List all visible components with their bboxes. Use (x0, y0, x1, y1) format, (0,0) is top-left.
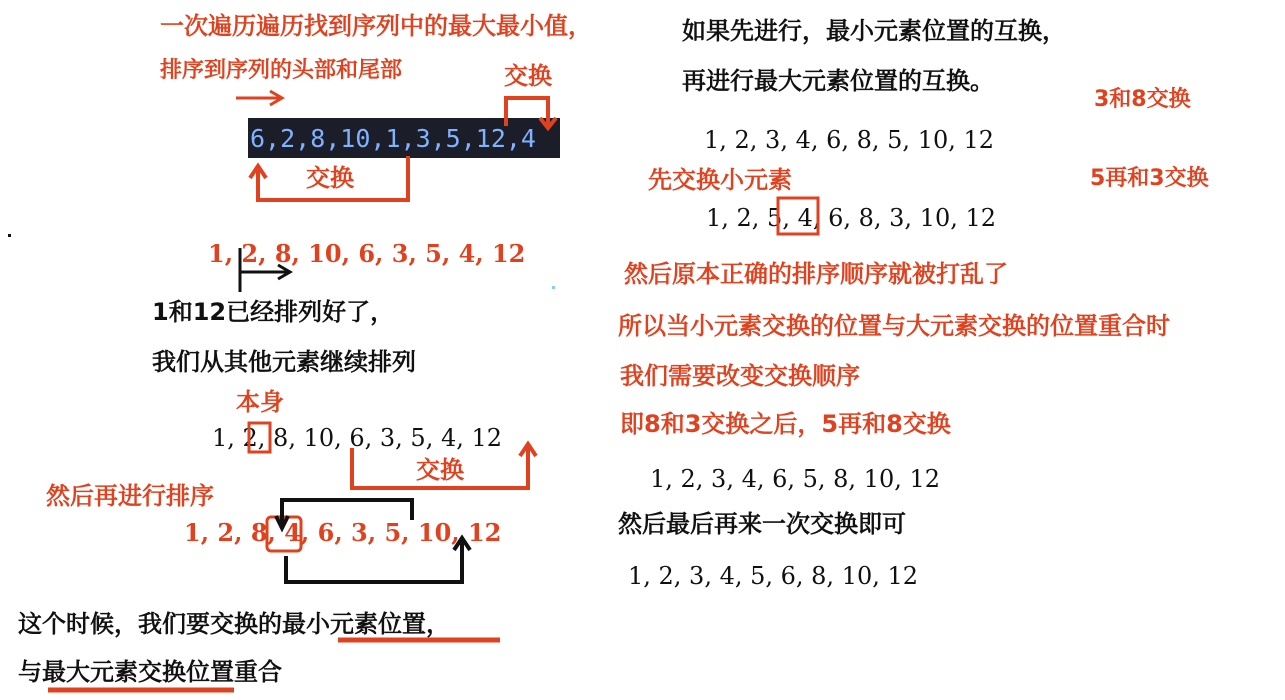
self-label: 本身 (236, 388, 284, 416)
intro-line-1: 如果先进行，最小元素位置的互换， (682, 17, 1066, 45)
highlight-box-5 (778, 198, 818, 234)
note-line-1: 1和12已经排列好了， (152, 298, 395, 326)
swap-bracket-bottom (250, 156, 408, 200)
black-swap-bracket (276, 500, 470, 582)
intro-line-2: 再进行最大元素位置的互换。 (682, 67, 994, 95)
then-sort-label: 然后再进行排序 (46, 482, 214, 510)
black-right-arrow-icon (240, 248, 290, 292)
title-line-1: 一次遍历遍历找到序列中的最大最小值， (160, 12, 592, 40)
bottom-line-2: 与最大元素交换位置重合 (18, 658, 282, 686)
swap-label-bottom: 交换 (306, 164, 354, 192)
sequence-b: 1, 2, 5, 4, 6, 8, 3, 10, 12 (706, 204, 997, 232)
sequence-final: 1, 2, 3, 4, 5, 6, 8, 10, 12 (628, 562, 919, 590)
highlight-box-2 (249, 423, 270, 452)
note-line-2: 我们从其他元素继续排列 (152, 348, 416, 376)
sequence-second: 1, 2, 8, 10, 6, 3, 5, 4, 12 (212, 424, 503, 452)
swap-bracket-middle (352, 444, 536, 488)
code-sequence: 6,2,8,10,1,3,5,12,4 (250, 124, 536, 153)
bottom-line-1: 这个时候，我们要交换的最小元素位置， (18, 610, 450, 638)
stray-dot (8, 234, 11, 237)
note-5-and-3: 5再和3交换 (1090, 166, 1209, 191)
stray-dot-cyan (552, 286, 555, 289)
final-note: 然后最后再来一次交换即可 (618, 510, 906, 538)
title-line-2: 排序到序列的头部和尾部 (160, 58, 403, 83)
explain-line-4: 即8和3交换之后，5再和8交换 (620, 410, 951, 438)
sequence-a: 1, 2, 3, 4, 6, 8, 5, 10, 12 (704, 126, 995, 154)
explain-line-1: 然后原本正确的排序顺序就被打乱了 (624, 260, 1008, 288)
note-3-and-8: 3和8交换 (1094, 87, 1191, 112)
swap-bracket-top (506, 98, 556, 128)
sequence-after-first-pass: 1, 2, 8, 10, 6, 3, 5, 4, 12 (208, 239, 526, 268)
first-swap-min-label: 先交换小元素 (648, 166, 792, 194)
sequence-third: 1, 2, 8, 4, 6, 3, 5, 10, 12 (184, 518, 502, 547)
right-arrow-icon (236, 91, 282, 105)
explain-line-3: 我们需要改变交换顺序 (620, 362, 860, 390)
sequence-c: 1, 2, 3, 4, 6, 5, 8, 10, 12 (650, 465, 941, 493)
explain-line-2: 所以当小元素交换的位置与大元素交换的位置重合时 (618, 312, 1170, 340)
swap-label-top: 交换 (504, 62, 552, 90)
swap-label-middle: 交换 (416, 456, 464, 484)
